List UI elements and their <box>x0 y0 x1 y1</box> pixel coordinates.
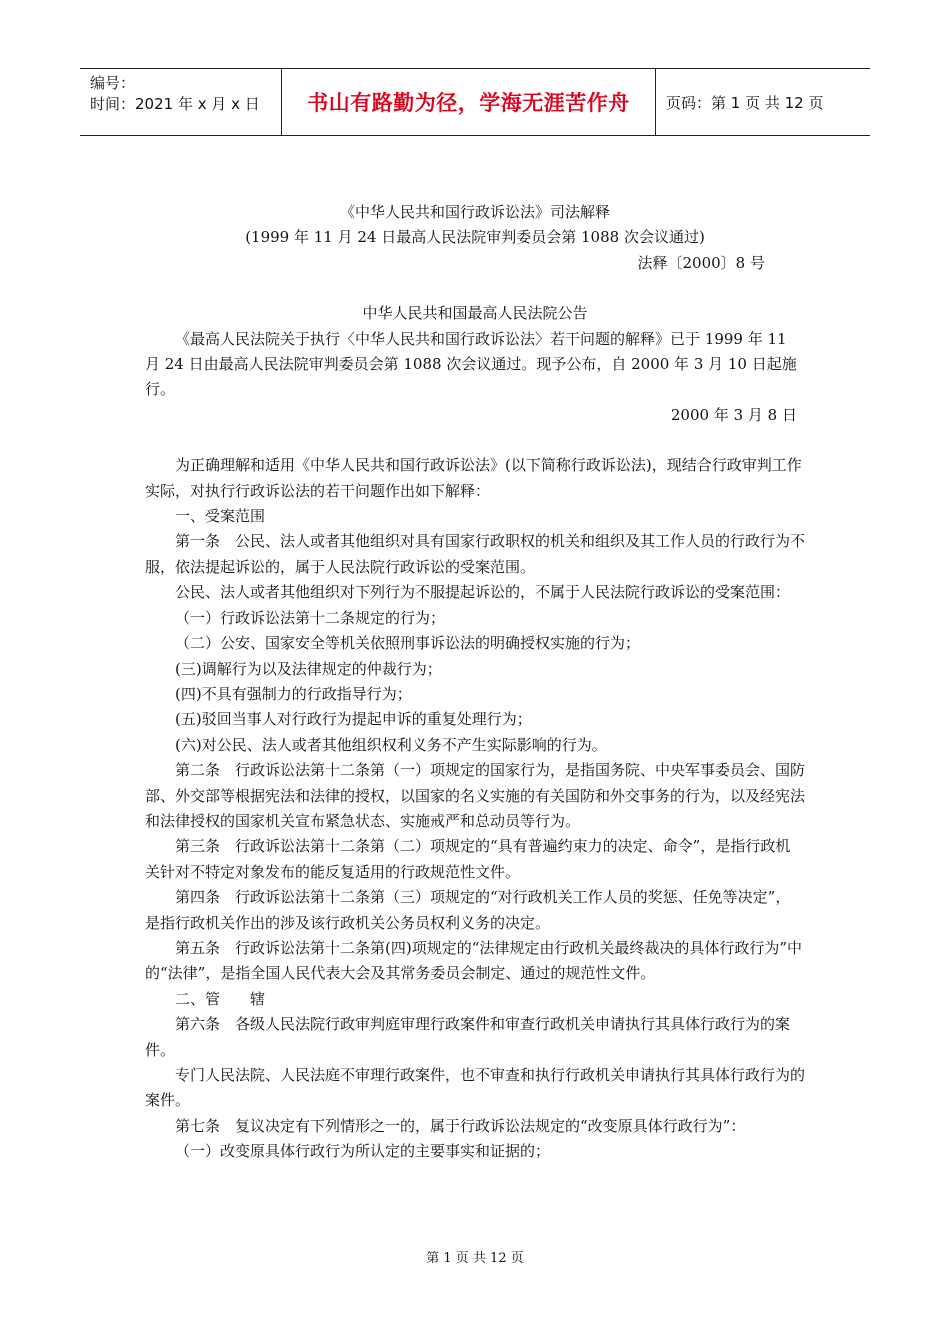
announcement-date: 2000 年 3 月 8 日 <box>670 405 797 424</box>
article-6: 第六条 各级人民法院行政审判庭审理行政案件和审查行政机关申请执行其具体行政行为的案件。 <box>145 1015 791 1059</box>
article-1: 第一条 公民、法人或者其他组织对具有国家行政职权的机关和组织及其工作人员的行政行为不服，依法提起诉讼的，属于人民法院行政诉讼的受案范围。 <box>145 532 806 576</box>
announcement-title: 中华人民共和国最高人民法院公告 <box>362 304 588 323</box>
document-subtitle: (1999 年 11 月 24 日最高人民法院审判委员会第 1088 次会议通过) <box>245 228 705 247</box>
document-body <box>145 200 805 1165</box>
document-title: 《中华人民共和国行政诉讼法》司法解释 <box>339 203 610 221</box>
article-4: 第四条 行政诉讼法第十二条第（三）项规定的“对行政机关工作人员的奖惩、任免等决定”，是指行政机关作出的涉及该行政机关公务员权利义务的决定。 <box>145 888 791 932</box>
time-label: 时间：2021 年 x 月 x 日 <box>90 95 260 113</box>
announcement-body: 《最高人民法院关于执行〈中华人民共和国行政诉讼法〉若干问题的解释》已于 1999 年 11 月 24 日由最高人民法院审判委员会第 1088 次会议通过。现予公布，自 2000 年 3 月 10 日起施行。 <box>145 329 797 399</box>
article-1-item: (四)不具有强制力的行政指导行为； <box>175 684 412 703</box>
article-3: 第三条 行政诉讼法第十二条第（二）项规定的“具有普遍约束力的决定、命令”，是指行政机关针对不特定对象发布的能反复适用的行政规范性文件。 <box>145 837 791 881</box>
page-info: 页码：第 1 页 共 12 页 <box>666 93 824 112</box>
number-label: 编号： <box>90 74 136 92</box>
article-1-item: （一）行政诉讼法第十二条规定的行为； <box>175 608 446 627</box>
document-number: 法释〔2000〕8 号 <box>637 253 765 272</box>
article-5: 第五条 行政诉讼法第十二条第(四)项规定的“法律规定由行政机关最终裁决的具体行政行为”中的“法律”，是指全国人民代表大会及其常务委员会制定、通过的规范性文件。 <box>145 938 803 983</box>
article-1-item: (三)调解行为以及法律规定的仲裁行为； <box>175 659 442 678</box>
article-6-paragraph-2: 专门人民法院、人民法庭不审理行政案件，也不审查和执行行政机关申请执行其具体行政行为的案件。 <box>145 1066 806 1110</box>
article-1-item: (五)驳回当事人对行政行为提起申诉的重复处理行为； <box>175 710 532 729</box>
section-title-1: 一、受案范围 <box>175 507 266 526</box>
page-footer: 第 1 页 共 12 页 <box>426 1251 524 1266</box>
article-1-item: (六)对公民、法人或者其他组织权利义务不产生实际影响的行为。 <box>175 735 607 754</box>
page-header <box>80 68 870 136</box>
article-1-item: （二）公安、国家安全等机关依照刑事诉讼法的明确授权实施的行为； <box>175 634 641 653</box>
article-2: 第二条 行政诉讼法第十二条第（一）项规定的国家行为，是指国务院、中央军事委员会、国防部、外交部等根据宪法和法律的授权，以国家的名义实施的有关国防和外交事务的行为，以及经宪法和法律授权的国家机关宣布紧急状态、实施戒严和总动员等行为。 <box>145 761 806 830</box>
section-title-2: 二、管 辖 <box>175 989 266 1008</box>
article-1-paragraph-2: 公民、法人或者其他组织对下列行为不服提起诉讼的，不属于人民法院行政诉讼的受案范围： <box>175 583 791 602</box>
intro-paragraph: 为正确理解和适用《中华人民共和国行政诉讼法》(以下简称行政诉讼法)，现结合行政审判工作实际，对执行行政诉讼法的若干问题作出如下解释： <box>145 456 802 500</box>
header-left-cell <box>80 69 282 135</box>
article-7: 第七条 复议决定有下列情形之一的，属于行政诉讼法规定的“改变原具体行政行为”： <box>175 1116 746 1135</box>
article-7-item-1: （一）改变原具体行政行为所认定的主要事实和证据的； <box>175 1142 551 1161</box>
motto-text: 书山有路勤为径，学海无涯苦作舟 <box>282 69 656 135</box>
